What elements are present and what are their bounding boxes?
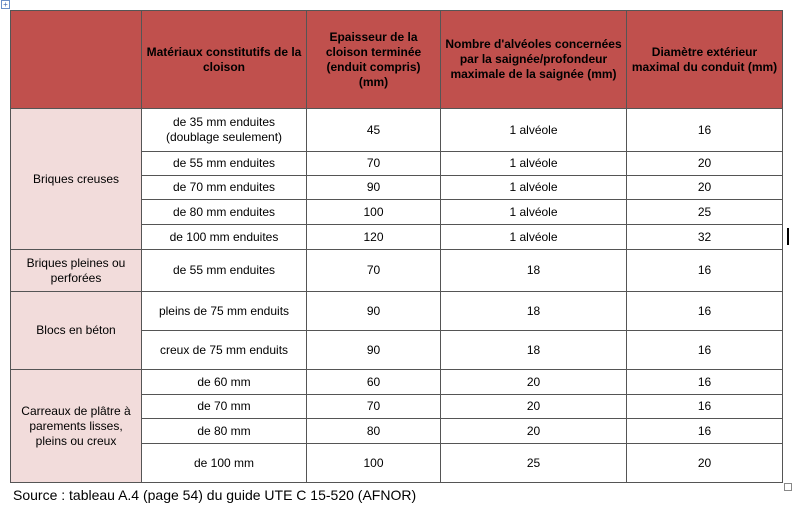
table-resize-handle-icon[interactable] xyxy=(784,483,792,491)
alveoles-cell: 18 xyxy=(441,250,627,292)
alveoles-cell: 25 xyxy=(441,444,627,483)
table-row xyxy=(11,109,783,152)
material-cell: de 35 mm enduites (doublage seulement) xyxy=(142,109,307,152)
header-row xyxy=(11,11,783,109)
alveoles-cell: 1 alvéole xyxy=(441,225,627,250)
source-caption: Source : tableau A.4 (page 54) du guide UTE C 15-520 (AFNOR) xyxy=(13,487,417,503)
diameter-cell: 20 xyxy=(627,176,783,200)
material-cell: de 80 mm enduites xyxy=(142,200,307,225)
alveoles-cell: 18 xyxy=(441,292,627,331)
thickness-cell: 100 xyxy=(307,444,441,483)
material-cell: de 100 mm enduites xyxy=(142,225,307,250)
group-label: Blocs en béton xyxy=(11,292,142,370)
thickness-cell: 90 xyxy=(307,331,441,370)
thickness-cell: 60 xyxy=(307,370,441,395)
header-cell-alveoles: Nombre d'alvéoles concernées par la saignée/profondeur maximale de la saignée (mm) xyxy=(441,11,627,109)
thickness-cell: 90 xyxy=(307,176,441,200)
header-cell-diameter: Diamètre extérieur maximal du conduit (mm) xyxy=(627,11,783,109)
material-cell: de 100 mm xyxy=(142,444,307,483)
thickness-cell: 100 xyxy=(307,200,441,225)
table-row xyxy=(11,250,783,292)
alveoles-cell: 18 xyxy=(441,331,627,370)
diameter-cell: 16 xyxy=(627,395,783,419)
thickness-cell: 70 xyxy=(307,152,441,176)
material-cell: de 80 mm xyxy=(142,419,307,444)
thickness-cell: 80 xyxy=(307,419,441,444)
diameter-cell: 16 xyxy=(627,419,783,444)
table-row xyxy=(11,370,783,395)
cable-conduit-table xyxy=(10,10,783,483)
alveoles-cell: 1 alvéole xyxy=(441,152,627,176)
thickness-cell: 120 xyxy=(307,225,441,250)
thickness-cell: 70 xyxy=(307,395,441,419)
alveoles-cell: 20 xyxy=(441,419,627,444)
diameter-cell: 16 xyxy=(627,292,783,331)
group-label: Briques pleines ou perforées xyxy=(11,250,142,292)
alveoles-cell: 20 xyxy=(441,370,627,395)
material-cell: de 70 mm xyxy=(142,395,307,419)
header-cell-group xyxy=(11,11,142,109)
material-cell: de 55 mm enduites xyxy=(142,152,307,176)
material-cell: creux de 75 mm enduits xyxy=(142,331,307,370)
alveoles-cell: 20 xyxy=(441,395,627,419)
diameter-cell: 16 xyxy=(627,250,783,292)
group-label: Carreaux de plâtre à parements lisses, pleins ou creux xyxy=(11,370,142,483)
alveoles-cell: 1 alvéole xyxy=(441,200,627,225)
alveoles-cell: 1 alvéole xyxy=(441,176,627,200)
diameter-cell: 20 xyxy=(627,152,783,176)
alveoles-cell: 1 alvéole xyxy=(441,109,627,152)
diameter-cell: 32 xyxy=(627,225,783,250)
header-cell-material: Matériaux constitutifs de la cloison xyxy=(142,11,307,109)
text-cursor xyxy=(787,228,789,245)
header-cell-thickness: Epaisseur de la cloison terminée (enduit compris) (mm) xyxy=(307,11,441,109)
material-cell: de 70 mm enduites xyxy=(142,176,307,200)
table-row xyxy=(11,292,783,331)
diameter-cell: 25 xyxy=(627,200,783,225)
material-cell: de 60 mm xyxy=(142,370,307,395)
material-cell: de 55 mm enduites xyxy=(142,250,307,292)
diameter-cell: 16 xyxy=(627,109,783,152)
thickness-cell: 90 xyxy=(307,292,441,331)
material-cell: pleins de 75 mm enduits xyxy=(142,292,307,331)
diameter-cell: 16 xyxy=(627,370,783,395)
group-label: Briques creuses xyxy=(11,109,142,250)
table-move-handle-icon[interactable]: + xyxy=(1,0,10,9)
diameter-cell: 16 xyxy=(627,331,783,370)
thickness-cell: 70 xyxy=(307,250,441,292)
diameter-cell: 20 xyxy=(627,444,783,483)
thickness-cell: 45 xyxy=(307,109,441,152)
